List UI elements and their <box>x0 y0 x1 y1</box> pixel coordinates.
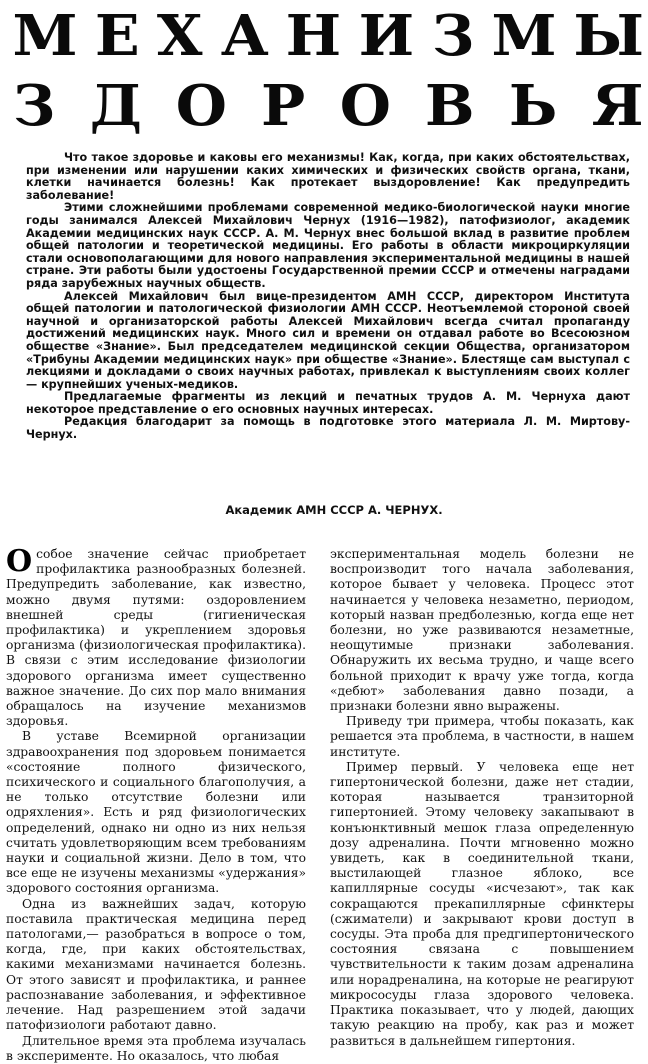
title-letter: М <box>12 3 78 69</box>
drop-cap: О <box>6 544 33 579</box>
title-letter: Е <box>94 3 140 69</box>
intro-paragraph: Редакция благодарит за помощь в подготовке этого материала Л. М. Миртову-Чернух. <box>26 415 630 442</box>
title-line-2 <box>12 73 644 139</box>
title-letter: З <box>12 73 56 139</box>
title-letter: И <box>358 3 415 69</box>
title-letter: Я <box>591 73 644 139</box>
title-letter: М <box>491 3 557 69</box>
title-letter: З <box>431 3 474 69</box>
article-text: собое значение сейчас приобретает профилактика разнообразных болезней. Предупредить заболевание, как известно, можно двумя путями: оздоровлением внешней среды (гигиеническая профилактика) и укреплением здоровья организма (физиологическая профилактика). В связи с этим исследование физиологии здорового организма имеет существенно важное значение. До сих пор мало внимания обращалось на изучение механизмов здоровья. <box>6 547 306 729</box>
author-byline: Академик АМН СССР А. ЧЕРНУХ. <box>225 503 443 517</box>
article-paragraph: Длительное время эта проблема изучалась в эксперименте. Но оказалось, что любая <box>6 1033 306 1063</box>
title-letter: Ь <box>508 73 558 139</box>
title-letter: Д <box>89 73 142 139</box>
intro-paragraph: Предлагаемые фрагменты из лекций и печатных трудов А. М. Чернуха дают некоторое представление о его основных научных интересах. <box>26 390 630 416</box>
title-letter: Р <box>261 73 306 139</box>
title-letter: Н <box>285 3 342 69</box>
title-line-1 <box>12 3 644 69</box>
title-letter: О <box>175 73 228 139</box>
intro-lead <box>26 152 630 442</box>
article-paragraph: Пример первый. У человека еще нет гипертонической болезни, даже нет стадии, которая называется транзиторной гипертонией. Этому человеку закапывают в конъюнктивный мешок глаза определенную дозу адреналина. Почти мгновенно можно увидеть, как в соединительной ткани, выстилающей глазное яблоко, все капиллярные сосуды «исчезают», так как сокращаются прекапиллярные сфинктеры (сжиматели) и закрывают крови доступ в сосуды. Эта проба для предгипертонического состояния связана с повышением чувствительности к таким дозам адреналина или норадреналина, на которые не реагируют микрососуды глаза здорового человека. Практика показывает, что у людей, дающих такую реакцию на пробу, как раз и может развиться в дальнейшем гипертония. <box>330 759 634 1048</box>
title-letter: О <box>339 73 391 139</box>
article-paragraph: Приведу три примера, чтобы показать, как решается эта проблема, в частности, в нашем институте. <box>330 714 634 759</box>
article-paragraph: экспериментальная модель болезни не воспроизводит того начала заболевания, которое бывает у человека. Процесс этот начинается у человека незаметно, периодом, который назван предболезнью, когда еще нет болезни, но уже развиваются незаметные, неощутимые признаки заболевания. Обнаружить их весьма трудно, и чаще всего больной приходит к врачу уже тогда, когда «дебют» заболевания давно позади, а признаки болезни явно выражены. <box>330 547 634 714</box>
article-paragraph: В уставе Всемирной организации здравоохранения под здоровьем понимается «состояние полного физического, психического и социального благополучия, а не только отсутствие болезни или одряхления». Есть и ряд физиологических определений, однако ни одно из них нельзя считать удовлетворяющим всем требованиям науки и социальной жизни. Дело в том, что все еще не изучены механизмы «удержания» здорового состояния организма. <box>6 729 306 896</box>
title-letter: В <box>424 73 475 139</box>
title-letter: Х <box>157 3 203 69</box>
title-letter: А <box>220 3 269 69</box>
title-letter: Ы <box>572 3 644 69</box>
article-column-left <box>6 544 306 1064</box>
intro-paragraph: Что такое здоровье и каковы его механизмы! Как, когда, при каких обстоятельствах, при изменении или нарушении каких химических и физических свойств органа, ткани, клетки начинается болезнь! Как протекает выздоровление! Как предупредить заболевание! <box>26 151 630 202</box>
article-paragraph: Одна из важнейших задач, которую поставила практическая медицина перед патологами,— разобраться в вопросе о том, когда, где, при каких обстоятельствах, какими механизмами начинается болезнь. От этого зависят и профилактика, и раннее распознавание заболевания, и эффективное лечение. Над разрешением этой задачи патофизиологи работают давно. <box>6 896 306 1033</box>
article-column-right <box>330 547 634 1049</box>
intro-paragraph: Этими сложнейшими проблемами современной медико-биологической науки многие годы занимался Алексей Михайлович Чернух (1916—1982), патофизиолог, академик Академии медицинских наук СССР. А. М. Чернух внес большой вклад в развитие проблем общей патологии и теоретической медицины. Его работы в области микроциркуляции стали основополагающими для нового направления экспериментальной медицины в нашей стране. Эти работы были удостоены Государственной премии СССР и отмечены наградами ряда зарубежных научных обществ. <box>26 201 630 290</box>
article-paragraph <box>6 544 306 729</box>
intro-paragraph: Алексей Михайлович был вице-президентом АМН СССР, директором Института общей патологии и патологической физиологии АМН СССР. Неотъемлемой стороной своей научной и организаторской работы Алексей Михайлович всегда считал пропаганду достижений медицинских наук. Много сил и времени он отдавал работе во Всесоюзном обществе «Знание». Был председателем медицинской секции Общества, организатором «Трибуны Академии медицинских наук» при обществе «Знание». Блестяще сам выступал с лекциями и докладами о своих научных работах, привлекал к выступлениям своих коллег — крупнейших ученых-медиков. <box>26 289 630 391</box>
